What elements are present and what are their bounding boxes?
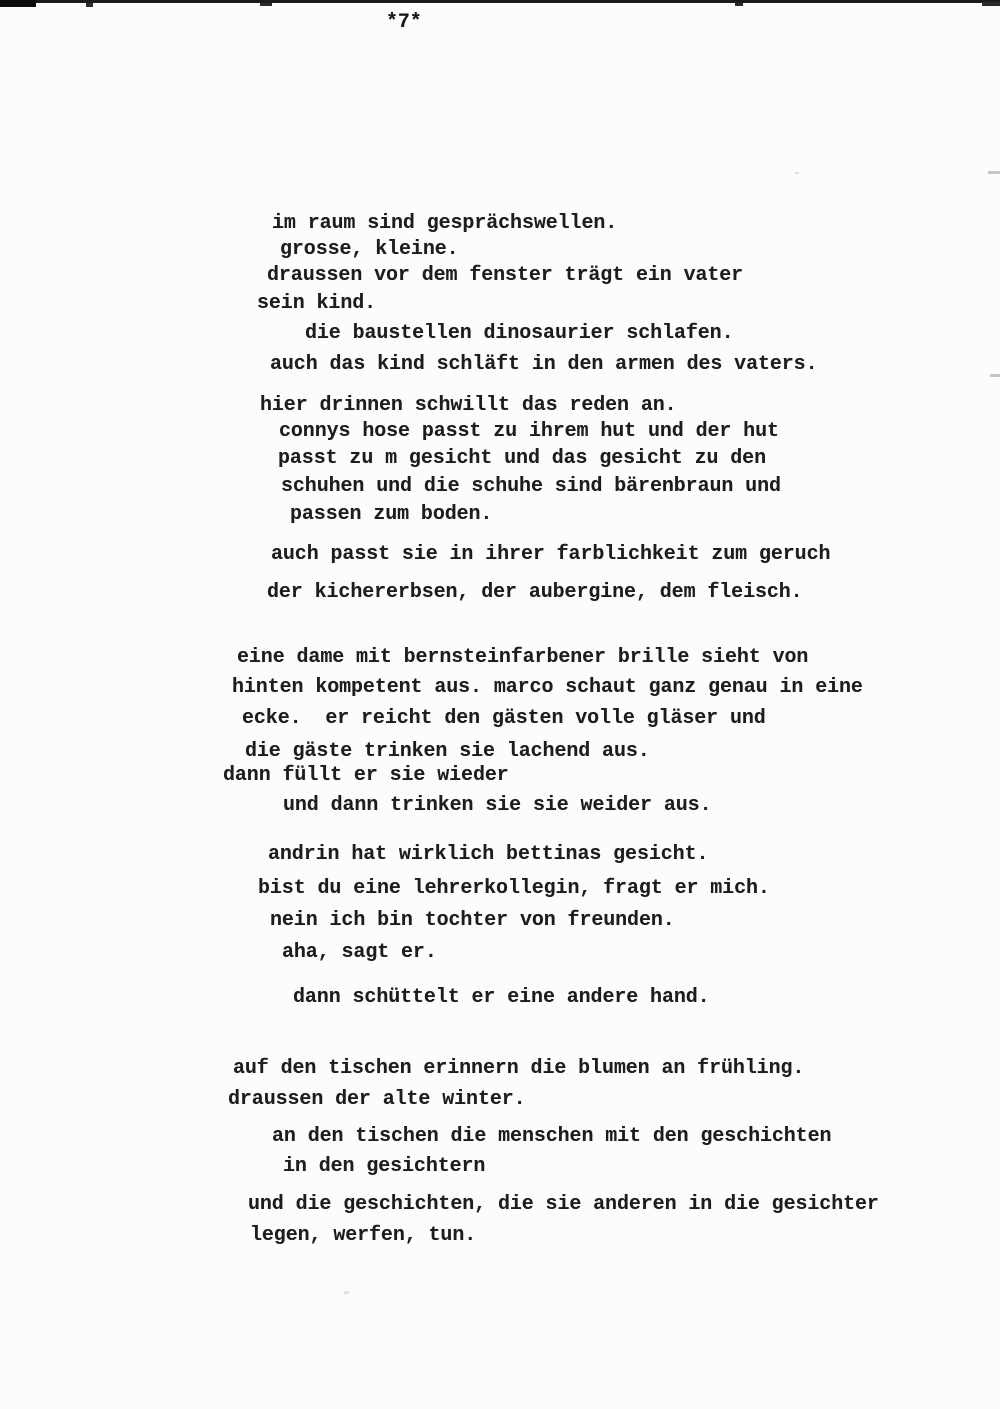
scan-artifact-speck xyxy=(344,1291,349,1294)
poem-line: hinten kompetent aus. marco schaut ganz genau in eine xyxy=(232,676,863,699)
poem-line: passen zum boden. xyxy=(290,503,493,526)
poem-line: dann schüttelt er eine andere hand. xyxy=(293,986,710,1009)
poem-line: legen, werfen, tun. xyxy=(250,1224,477,1247)
poem-line: grosse, kleine. xyxy=(280,238,459,261)
page-number: *7* xyxy=(386,11,422,34)
poem-line: draussen vor dem fenster trägt ein vater xyxy=(267,264,744,287)
poem-line: auch das kind schläft in den armen des vaters. xyxy=(270,353,818,376)
poem-line: im raum sind gesprächswellen. xyxy=(272,212,618,235)
poem-line: aha, sagt er. xyxy=(282,941,437,964)
poem-line: auch passt sie in ihrer farblichkeit zum geruch xyxy=(271,543,831,566)
scan-artifact-edge-dash xyxy=(990,374,1000,377)
poem-line: an den tischen die menschen mit den geschichten xyxy=(272,1125,832,1148)
poem-line: bist du eine lehrerkollegin, fragt er mich. xyxy=(258,877,770,900)
poem-line: draussen der alte winter. xyxy=(228,1088,526,1111)
poem-line: dann füllt er sie wieder xyxy=(223,764,509,787)
poem-line: auf den tischen erinnern die blumen an frühling. xyxy=(233,1057,805,1080)
scan-artifact-tick xyxy=(735,3,743,6)
poem-line: in den gesichtern xyxy=(283,1155,486,1178)
scan-artifact-corner-blob xyxy=(0,0,36,7)
poem-line: passt zu m gesicht und das gesicht zu den xyxy=(278,447,766,470)
poem-line: andrin hat wirklich bettinas gesicht. xyxy=(268,843,709,866)
poem-line: und die geschichten, die sie anderen in die gesichter xyxy=(248,1193,879,1216)
poem-line: connys hose passt zu ihrem hut und der hut xyxy=(279,420,779,443)
poem-line: ecke. er reicht den gästen volle gläser und xyxy=(242,707,766,730)
scan-artifact-tick xyxy=(86,3,93,7)
poem-line: sein kind. xyxy=(257,292,377,315)
poem-line: die baustellen dinosaurier schlafen. xyxy=(305,322,734,345)
scan-artifact-speck xyxy=(795,172,799,174)
scan-artifact-edge-dash xyxy=(988,171,1000,174)
poem-line: und dann trinken sie sie weider aus. xyxy=(283,794,712,817)
poem-line: hier drinnen schwillt das reden an. xyxy=(260,394,677,417)
scan-artifact-top-bar xyxy=(0,0,1000,3)
scan-artifact-tick xyxy=(982,2,1000,6)
poem-line: der kichererbsen, der aubergine, dem fleisch. xyxy=(267,581,803,604)
scan-artifact-tick xyxy=(260,3,272,6)
poem-line: nein ich bin tochter von freunden. xyxy=(270,909,675,932)
poem-line: die gäste trinken sie lachend aus. xyxy=(245,740,650,763)
poem-line: schuhen und die schuhe sind bärenbraun und xyxy=(281,475,781,498)
poem-line: eine dame mit bernsteinfarbener brille sieht von xyxy=(237,646,809,669)
